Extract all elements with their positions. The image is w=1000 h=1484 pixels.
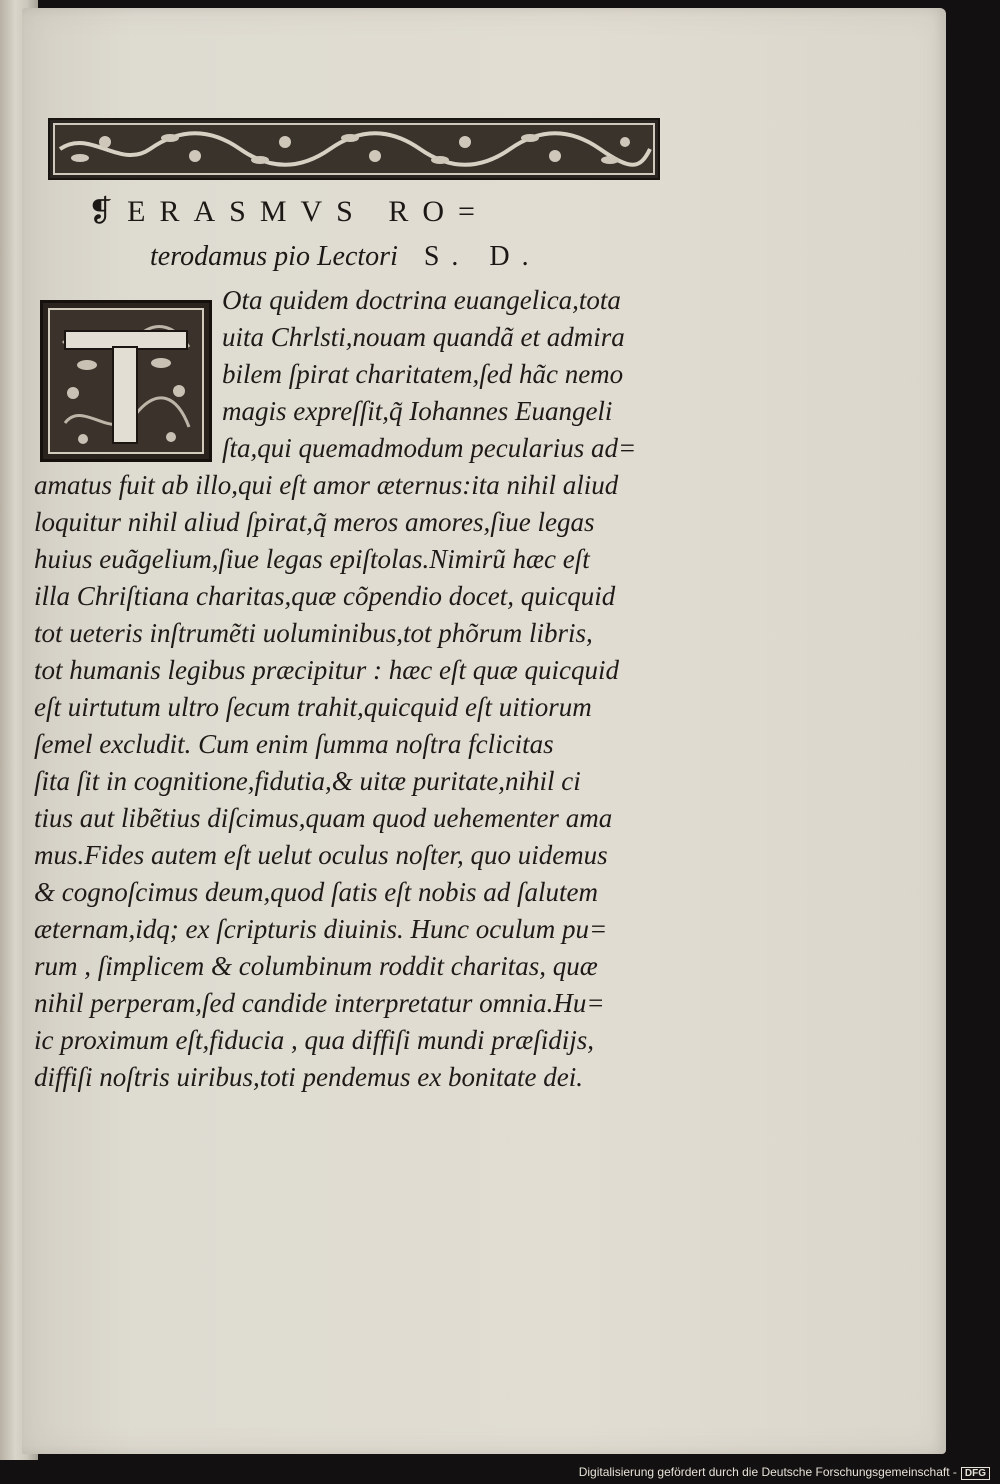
decorated-initial-t xyxy=(40,300,212,462)
title-line-2 xyxy=(150,241,541,273)
text-line: mus.Fides autem eſt uelut oculus noſter, quo uidemus xyxy=(34,840,608,870)
dfg-logo: DFG xyxy=(961,1467,990,1480)
text-line: nihil perperam,ſed candide interpretatur omnia.Hu= xyxy=(34,988,605,1018)
title-salutation: S. D. xyxy=(423,241,541,272)
text-line: ſita ſit in cognitione,fidutia,& uitæ puritate,nihil ci xyxy=(34,766,581,796)
credit-text: Digitalisierung gefördert durch die Deutsche Forschungsgemeinschaft - xyxy=(578,1465,957,1479)
text-line: tot ueteris inſtrumẽti uoluminibus,tot phõrum libris, xyxy=(34,618,593,648)
text-line: amatus fuit ab illo,qui eſt amor æternus:ita nihil aliud xyxy=(34,470,619,500)
text-line: ſemel excludit. Cum enim ſumma noſtra fclicitas xyxy=(34,729,554,759)
text-line: uita Chrlsti,nouam quandã et admira xyxy=(222,322,625,352)
initial-t-icon xyxy=(43,303,209,459)
text-line: huius euãgelium,ſiue legas epiſtolas.Nimirũ hæc eſt xyxy=(34,544,590,574)
text-line: & cognoſcimus deum,quod ſatis eſt nobis ad ſalutem xyxy=(34,877,598,907)
ornament-vine-icon xyxy=(50,120,658,178)
title-line-1: ❡ERASMVS RO= xyxy=(88,195,489,228)
text-line: rum , ſimplicem & columbinum roddit charitas, quæ xyxy=(34,951,598,981)
text-line: loquitur nihil aliud ſpirat,q̃ meros amores,ſiue legas xyxy=(34,507,595,537)
text-line: illa Chriſtiana charitas,quæ cõpendio docet, quicquid xyxy=(34,581,616,611)
text-line: tot humanis legibus præcipitur : hæc eſt quæ quicquid xyxy=(34,655,619,685)
text-line: ic proximum eſt,fiducia , qua diffiſi mundi præſidijs, xyxy=(34,1025,594,1055)
title-dedication: terodamus pio Lectori xyxy=(150,241,398,272)
text-line: magis expreſſit,q̃ Iohannes Euangeli xyxy=(222,396,613,426)
text-line: eſt uirtutum ultro ſecum trahit,quicquid eſt uitiorum xyxy=(34,692,592,722)
text-line: tius aut libẽtius diſcimus,quam quod uehementer ama xyxy=(34,803,613,833)
text-line: æternam,idq; ex ſcripturis diuinis. Hunc oculum pu= xyxy=(34,914,608,944)
text-line: Ota quidem doctrina euangelica,tota xyxy=(222,285,621,315)
text-line: diffiſi noſtris uiribus,toti pendemus ex bonitate dei. xyxy=(34,1062,583,1092)
text-line: ſta,qui quemadmodum pecularius ad= xyxy=(222,433,637,463)
text-line: bilem ſpirat charitatem,ſed hãc nemo xyxy=(222,359,624,389)
digitization-credit xyxy=(579,1465,990,1480)
ornamental-header-band xyxy=(48,118,660,180)
